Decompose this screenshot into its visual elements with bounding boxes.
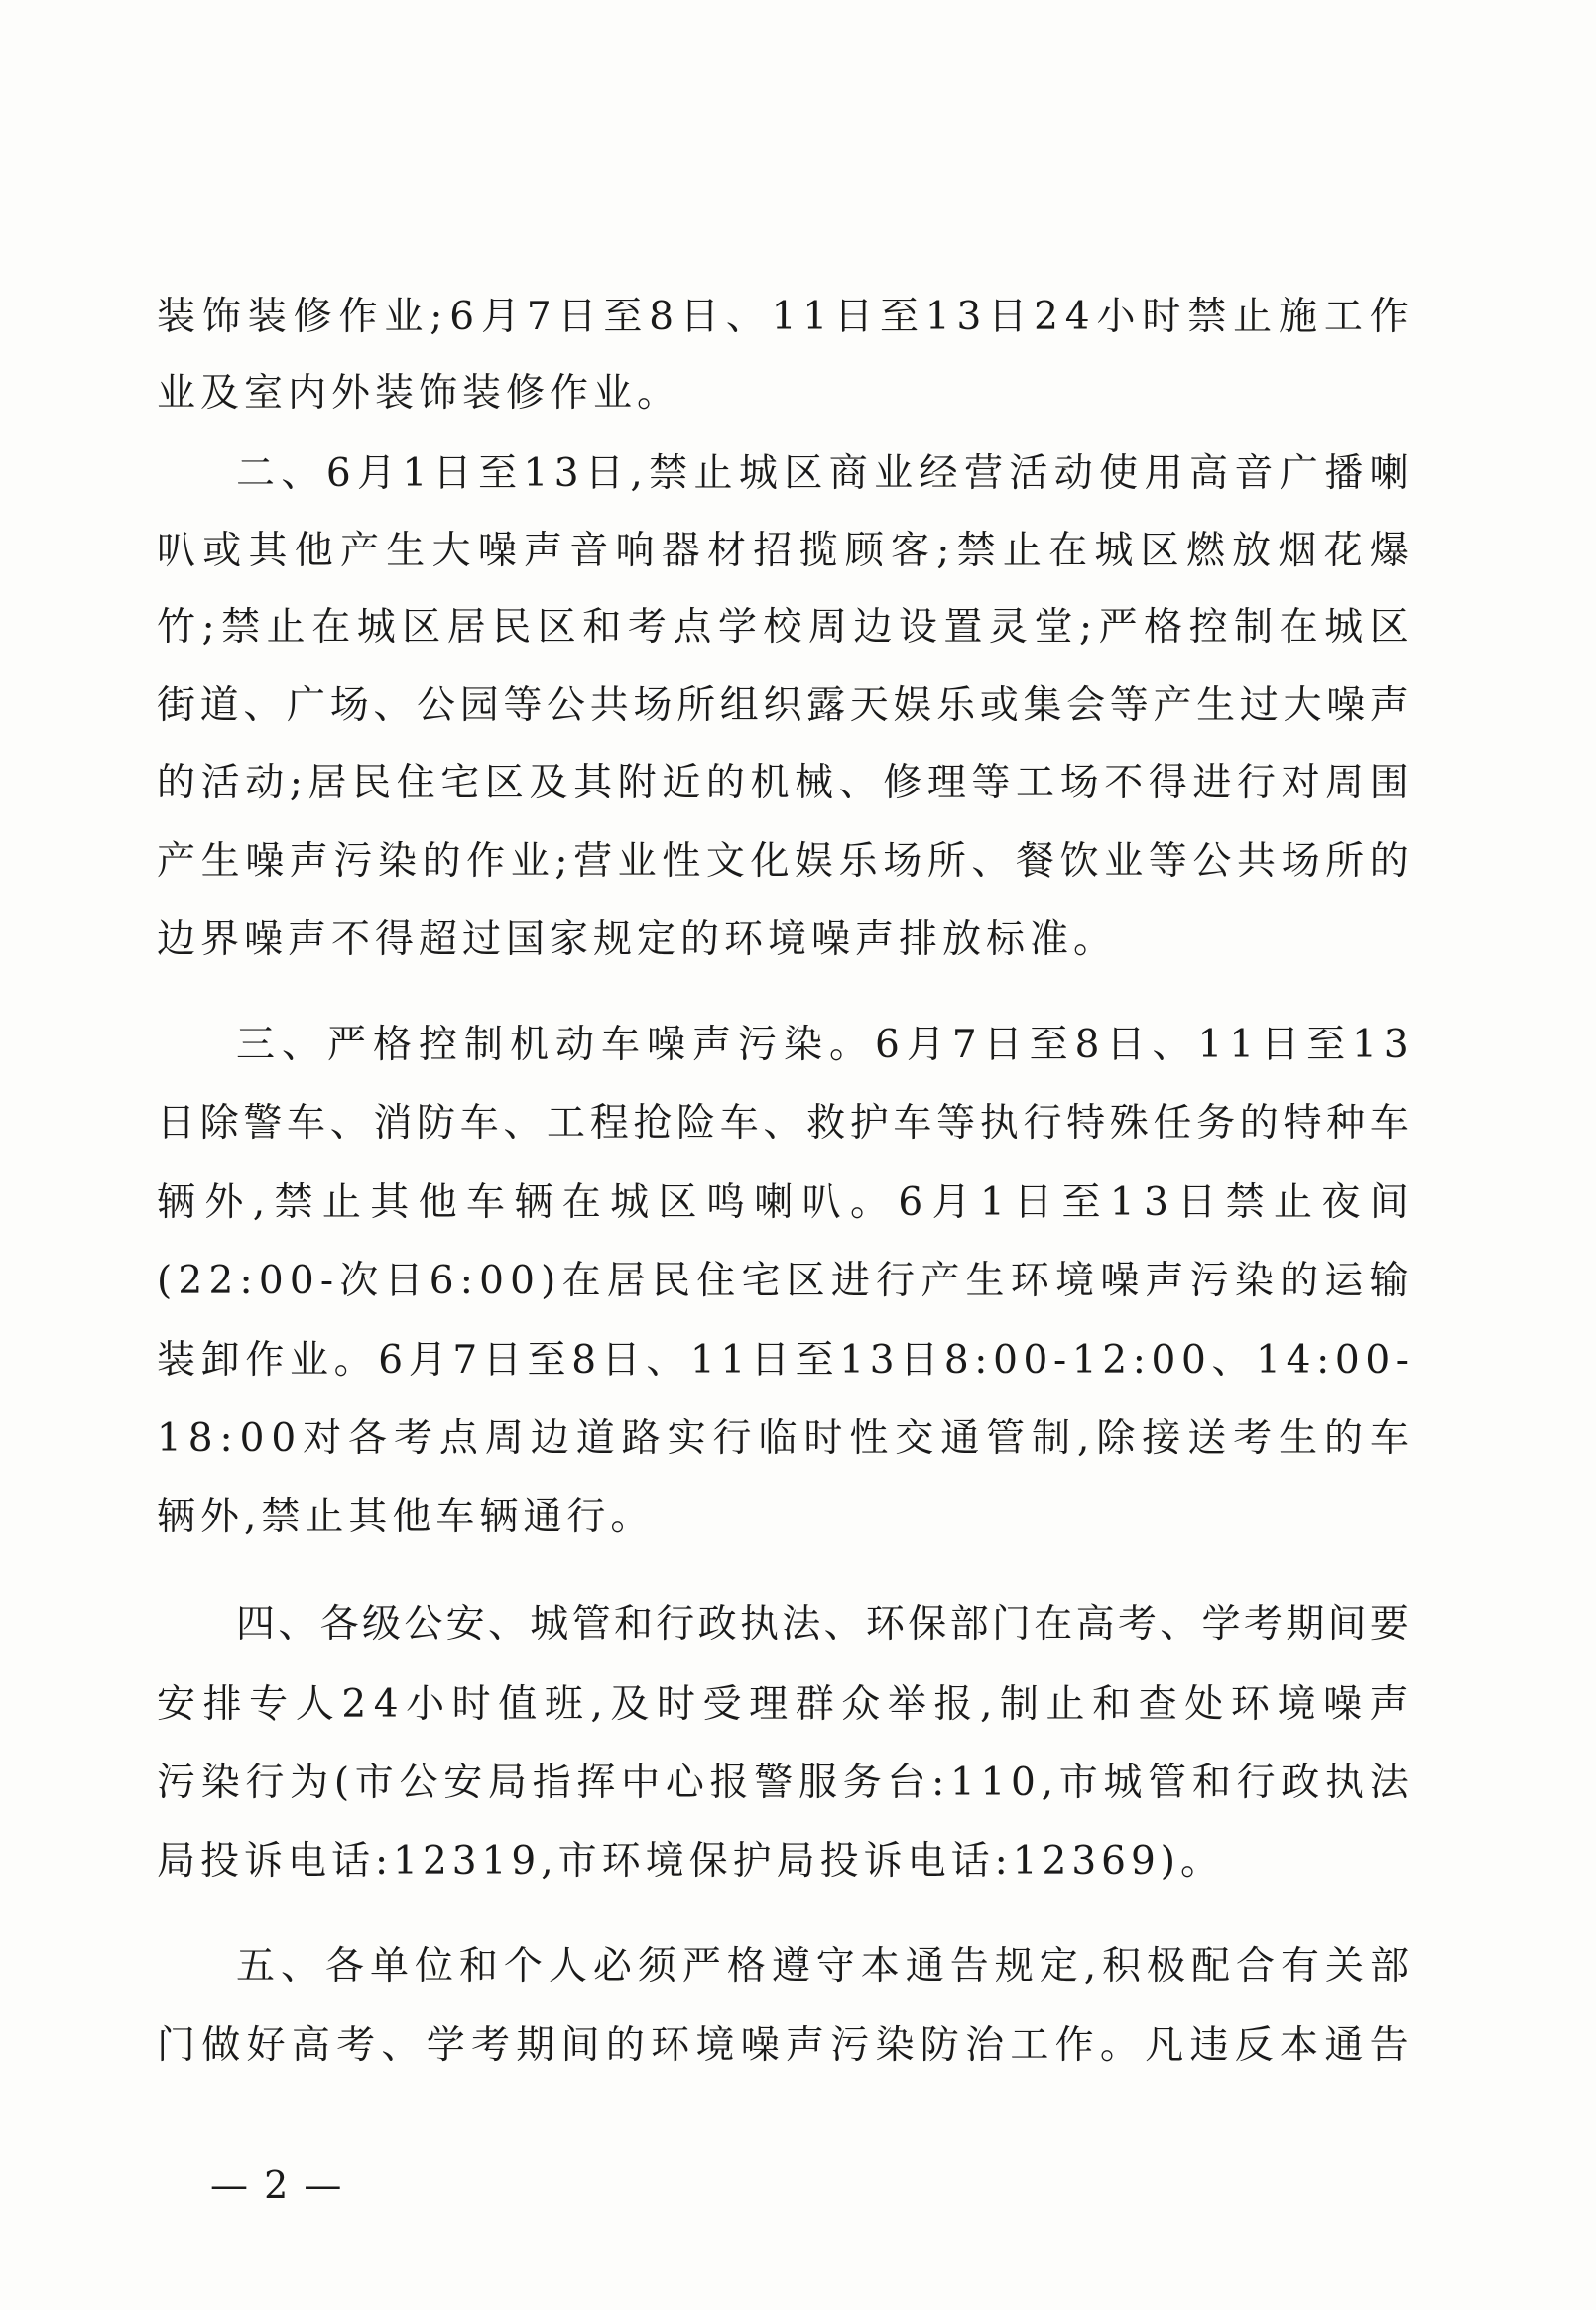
text-line: ( 2 2 : 0 0 - 次 日 6 : 0 0 ) 在 居 民 住 宅 区 进 行 产 生 环 境 噪 声 污 染 的 运 输 bbox=[157, 1259, 1409, 1303]
text-line: 安 排 专 人 2 4 小 时 值 班 , 及 时 受 理 群 众 举 报 , 制 止 和 查 处 环 境 噪 声 bbox=[157, 1682, 1409, 1727]
page-number: — 2 — bbox=[210, 2163, 344, 2207]
text-line: 门 做 好 高 考 、 学 考 期 间 的 环 境 噪 声 污 染 防 治 工 作 。 凡 违 反 本 通 告 bbox=[157, 2023, 1409, 2068]
text-line: 竹 ; 禁 止 在 城 区 居 民 区 和 考 点 学 校 周 边 设 置 灵 堂 ; 严 格 控 制 在 城 区 bbox=[157, 605, 1409, 650]
text-line: 装 饰 装 修 作 业 ; 6 月 7 日 至 8 日 、 1 1 日 至 1 3 日 2 4 小 时 禁 止 施 工 作 bbox=[157, 295, 1409, 339]
text-line: 日 除 警 车 、 消 防 车 、 工 程 抢 险 车 、 救 护 车 等 执 行 特 殊 任 务 的 特 种 车 bbox=[157, 1101, 1409, 1146]
text-line: 辆外,禁止其他车辆通行。 bbox=[157, 1495, 655, 1539]
text-line: 五 、 各 单 位 和 个 人 必 须 严 格 遵 守 本 通 告 规 定 , 积 极 配 合 有 关 部 bbox=[236, 1944, 1409, 1989]
text-line: 叭 或 其 他 产 生 大 噪 声 音 响 器 材 招 揽 顾 客 ; 禁 止 在 城 区 燃 放 烟 花 爆 bbox=[157, 529, 1409, 573]
text-line: 边界噪声不得超过国家规定的环境噪声排放标准。 bbox=[157, 917, 1118, 962]
text-line: 业及室内外装饰装修作业。 bbox=[157, 371, 681, 416]
text-line: 四 、 各 级 公 安 、 城 管 和 行 政 执 法 、 环 保 部 门 在 高 考 、 学 考 期 间 要 bbox=[236, 1602, 1409, 1646]
text-line: 二 、 6 月 1 日 至 1 3 日 , 禁 止 城 区 商 业 经 营 活 动 使 用 高 音 广 播 喇 bbox=[236, 451, 1409, 496]
text-line: 三 、 严 格 控 制 机 动 车 噪 声 污 染 。 6 月 7 日 至 8 日 、 1 1 日 至 1 3 bbox=[236, 1023, 1409, 1067]
text-line: 产 生 噪 声 污 染 的 作 业 ; 营 业 性 文 化 娱 乐 场 所 、 餐 饮 业 等 公 共 场 所 的 bbox=[157, 839, 1409, 884]
text-line: 局投诉电话:12319,市环境保护局投诉电话:12369)。 bbox=[157, 1839, 1225, 1884]
text-line: 装 卸 作 业 。 6 月 7 日 至 8 日 、 1 1 日 至 1 3 日 8 : 0 0 - 1 2 : 0 0 、 1 4 : 0 0 - bbox=[157, 1338, 1409, 1383]
text-line: 1 8 : 0 0 对 各 考 点 周 边 道 路 实 行 临 时 性 交 通 管 制 , 除 接 送 考 生 的 车 bbox=[157, 1416, 1409, 1461]
text-line: 街 道 、 广 场 、 公 园 等 公 共 场 所 组 织 露 天 娱 乐 或 集 会 等 产 生 过 大 噪 声 bbox=[157, 683, 1409, 728]
text-line: 污 染 行 为 ( 市 公 安 局 指 挥 中 心 报 警 服 务 台 : 1 1 0 , 市 城 管 和 行 政 执 法 bbox=[157, 1761, 1409, 1805]
text-line: 的 活 动 ; 居 民 住 宅 区 及 其 附 近 的 机 械 、 修 理 等 工 场 不 得 进 行 对 周 围 bbox=[157, 761, 1409, 805]
text-line: 辆 外 , 禁 止 其 他 车 辆 在 城 区 鸣 喇 叭 。 6 月 1 日 至 1 3 日 禁 止 夜 间 bbox=[157, 1180, 1409, 1225]
